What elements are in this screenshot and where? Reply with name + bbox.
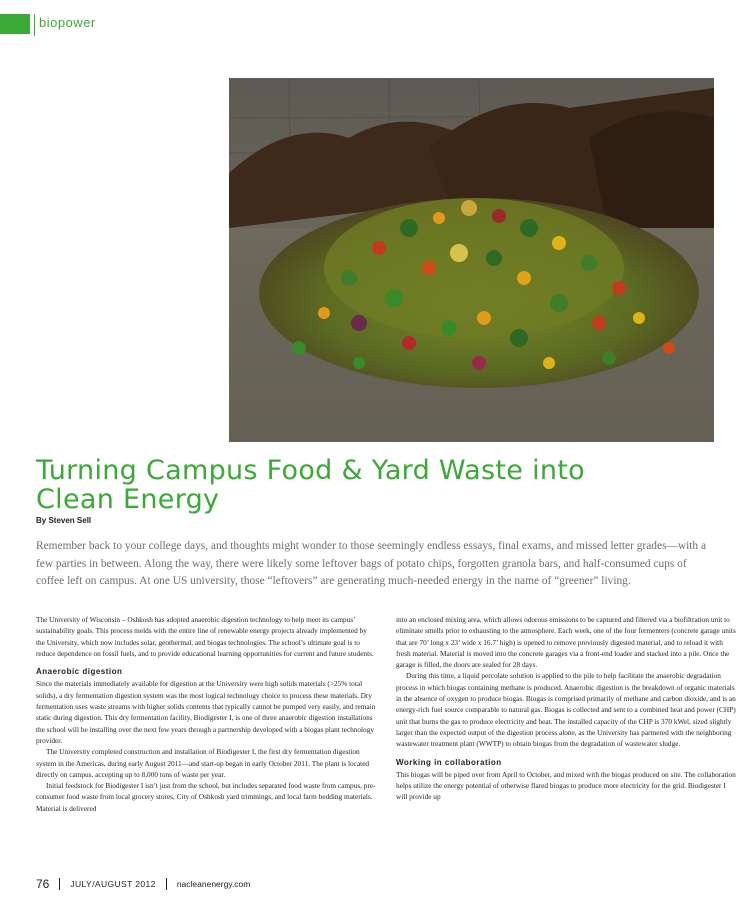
- footer-divider: [59, 878, 60, 890]
- section-label: biopower: [39, 15, 96, 30]
- section-heading: Working in collaboration: [396, 757, 502, 767]
- website-link[interactable]: nacleanenergy.com: [176, 879, 251, 889]
- food-waste-pile-photo: [229, 78, 714, 442]
- footer-divider: [166, 878, 167, 890]
- section-tab-marker: [0, 14, 30, 34]
- article-byline: By Steven Sell: [36, 516, 92, 525]
- body-paragraph: Initial feedstock for Biodigester I isn’t just from the school, but includes separated food waste from campus, pre-consumer food waste from local grocery stores, City of Oshkosh yard trimmings, and local farm bedding materials. Material is delivered: [36, 781, 376, 813]
- body-paragraph: Since the materials immediately available for digestion at the University were high solids materials (>25% total solids), a dry fermentation digestion system was the most logical technology choice to process these materials. Dry fermentation uses waste streams with higher solids contents that typically cannot be pumped very easily, and remain static during digestion. This dry fermentation facility, Biodigester I, is one of three anaerobic digestion installations the school will be installing over the next few years through a partnership developed with a biogas plant technology provider.: [36, 679, 376, 745]
- body-paragraph: The University completed construction and installation of Biodigester I, the first dry fermentation digestion system in the Americas, during early August 2011—and start-up began in early October 2011. The plant is located directly on campus, accepting up to 8,000 tons of waste per year.: [36, 747, 370, 779]
- page-number: 76: [36, 877, 50, 891]
- section-heading: Anaerobic digestion: [36, 667, 123, 677]
- body-paragraph: into an enclosed mixing area, which allows odorous emissions to be captured and filtered via a biofiltration unit to eliminate smells prior to exhausting to the atmosphere. Each week, one of the four fermenters (concrete garage units that are 70’ long x 23’ wide x 16.7’ high) is opened to remove previously digested material, and to reload it with fresh material. Material is moved into the concrete garages via a front-end loader and stacked into a pile. Once the garage is filled, the doors are sealed for 28 days.: [396, 615, 736, 670]
- body-paragraph: This biogas will be piped over from April to October, and mixed with the biogas produced on site. The collaboration helps utilize the energy potential of otherwise flared biogas to produce more electricity for the grid. Biodigester I will provide up: [396, 769, 736, 802]
- article-title: Turning Campus Food & Yard Waste into Clean Energy: [36, 455, 585, 515]
- issue-date: JULY/AUGUST 2012: [70, 879, 156, 889]
- page-footer: [36, 877, 250, 891]
- article-intro: Remember back to your college days, and thoughts might wonder to those seemingly endless essays, final exams, and missed letter grades—with a few parties in between. Along the way, there were likely some leftover bags of potato chips, forgotten granola bars, and half-consumed cups of coffee left on campus. At one US university, those “leftovers” are generating much-needed energy in the name of “greener” living.: [36, 540, 706, 588]
- left-text-column: [36, 614, 376, 814]
- body-paragraph: During this time, a liquid percolate solution is applied to the pile to help facilitate the anaerobic degradation process in which biogas containing methane is produced. Anaerobic digestion is the breakdown of organic materials in the absence of oxygen to produce biogas. Biogas is comprised primarily of methane and carbon dioxide, and is an energy-rich fuel source comparable to natural gas. Biogas is collected and sent to a combined heat and power (CHP) unit that burns the gas to produce electricity and heat. The installed capacity of the CHP is 370 kWel, sized slightly larger than the expected output of the digestion process alone, as the University has partnered with the neighboring wastewater treatment plant (WWTP) to obtain biogas from the degradation of wastewater sludge.: [396, 671, 736, 749]
- section-divider: [34, 14, 35, 36]
- body-paragraph: The University of Wisconsin – Oshkosh has adopted anaerobic digestion technology to help meet its campus’ sustainability goals. This process melds with the entire line of renewable energy projects already implemented by the University, which now includes solar, geothermal, and biogas technologies. The school’s ultimate goal is to reduce dependence on fossil fuels, and to provide educational learning opportunities for current and future students.: [36, 615, 374, 658]
- right-text-column: [396, 614, 736, 803]
